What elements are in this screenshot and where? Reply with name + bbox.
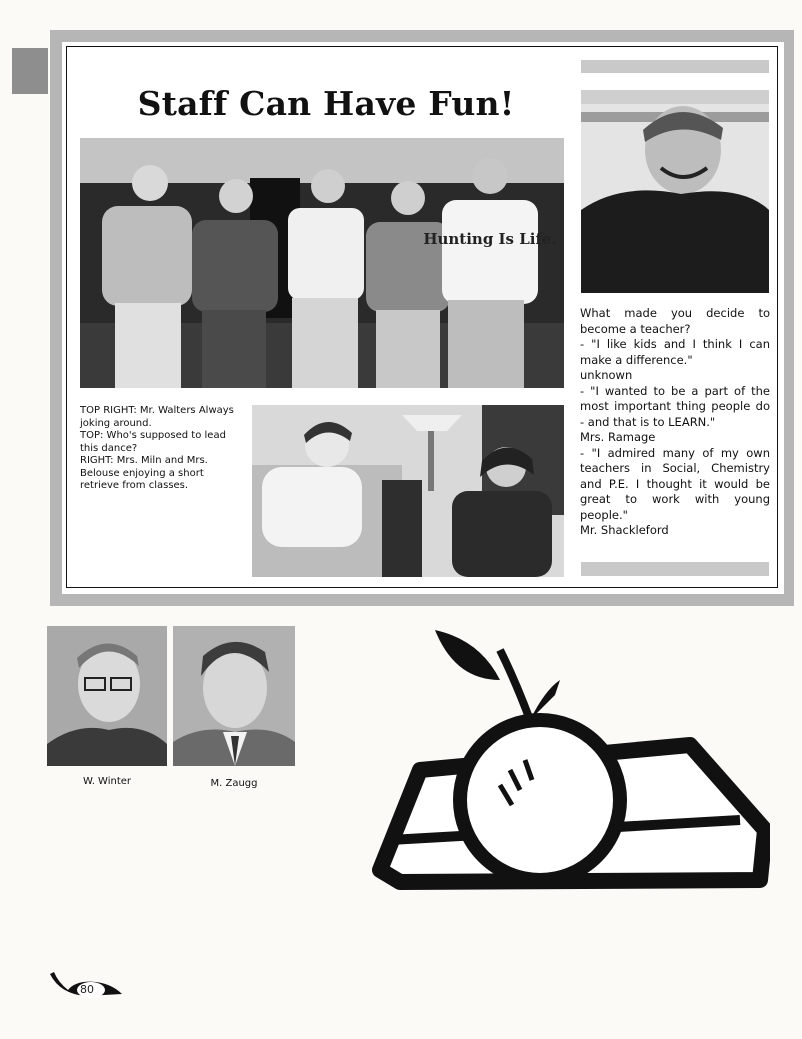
quote-author: Mrs. Ramage	[580, 430, 656, 444]
caption-top-right: TOP RIGHT: Mr. Walters Always joking around.	[80, 405, 234, 429]
shirt-text: Hunting Is Life.	[423, 230, 557, 248]
walters-photo	[581, 90, 769, 293]
quote-question: What made you decide to become a teacher?	[580, 306, 770, 336]
photo-captions	[80, 405, 240, 493]
quote-text: - "I wanted to be a part of the most important thing people do - and that is to LEARN."	[580, 383, 770, 429]
apple-books-drawing	[360, 620, 770, 900]
teacher-quotes	[580, 306, 770, 539]
group-dance-photo	[80, 138, 564, 388]
top-gray-bar	[581, 60, 769, 73]
bottom-gray-bar	[581, 562, 769, 576]
lounge-photo	[252, 405, 564, 577]
quote-text: - "I like kids and I think I can make a difference."	[580, 337, 770, 367]
caption-right: RIGHT: Mrs. Miln and Mrs. Belouse enjoying a short retrieve from classes.	[80, 455, 208, 491]
portrait-caption-winter: W. Winter	[82, 776, 132, 787]
quote-author: unknown	[580, 368, 633, 382]
portrait-zaugg	[173, 626, 295, 766]
portrait-caption-zaugg: M. Zaugg	[210, 778, 258, 789]
page-number: 80	[80, 983, 94, 996]
quote-text: - "I admired many of my own teachers in Social, Chemistry and P.E. I thought it would be great to work with young people."	[580, 445, 770, 522]
page-tab-marker	[12, 48, 48, 94]
portrait-winter	[47, 626, 167, 766]
caption-top: TOP: Who's supposed to lead this dance?	[80, 430, 226, 454]
quote-author: Mr. Shackleford	[580, 523, 669, 537]
page-title: Staff Can Have Fun!	[137, 84, 515, 123]
